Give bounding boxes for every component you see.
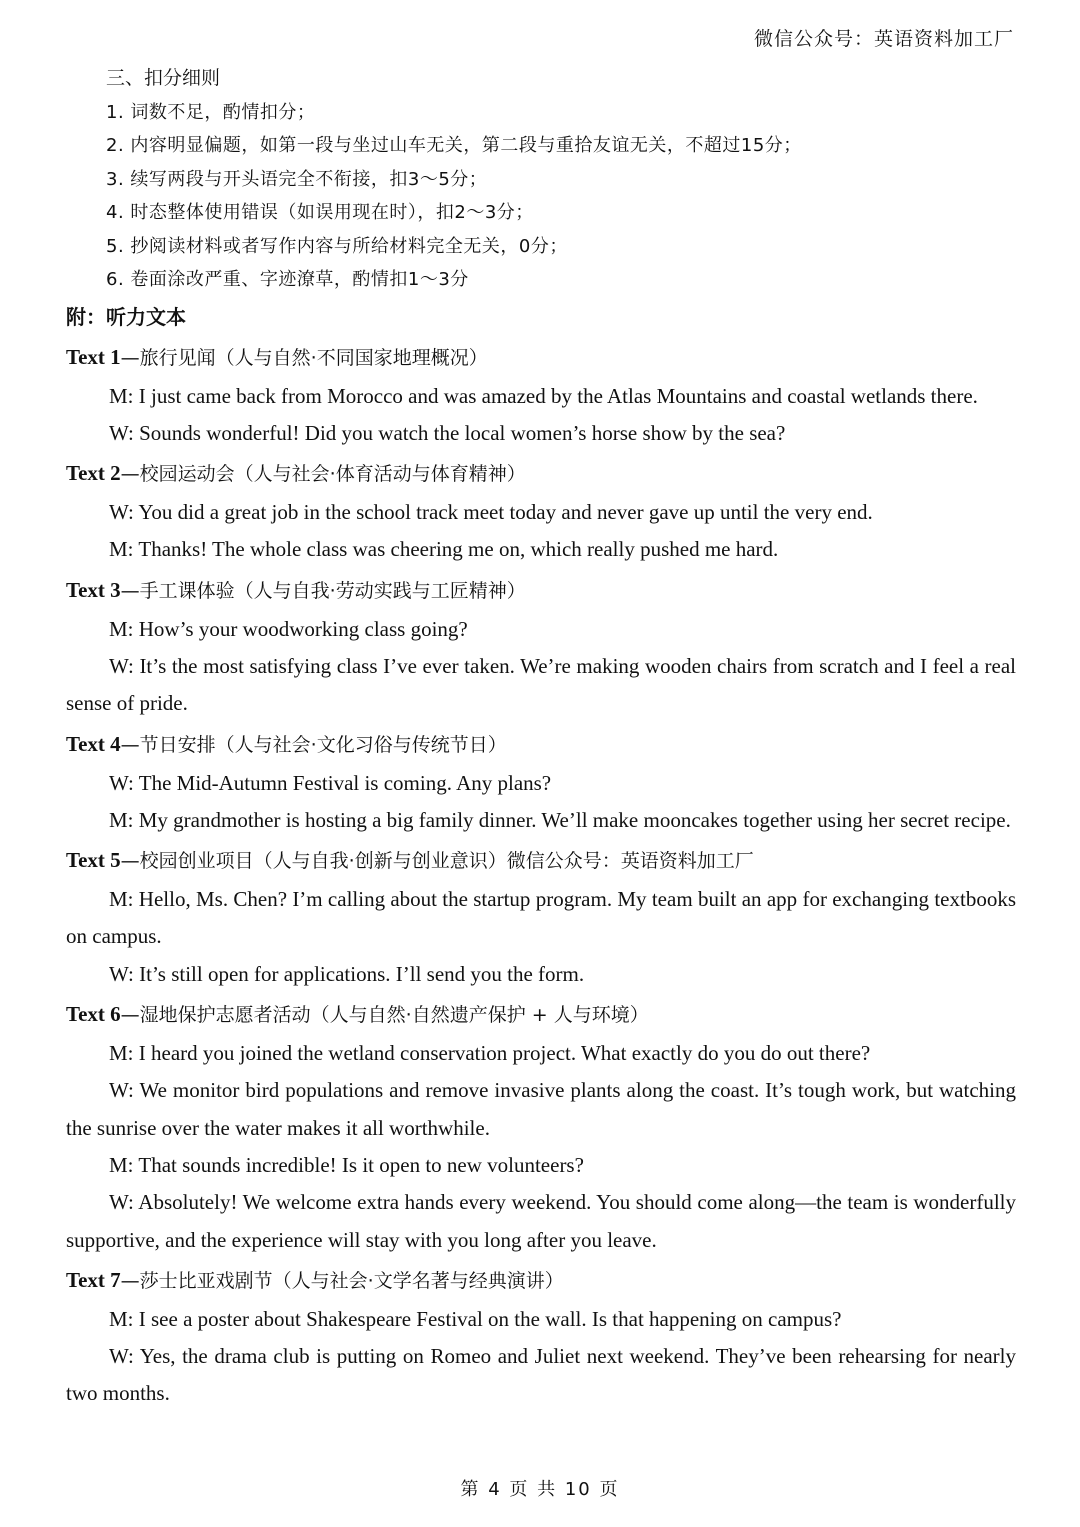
dialogue-line: M: How’s your woodworking class going? (109, 616, 468, 641)
text-title (66, 840, 1016, 881)
dialogue-line: M: Hello, Ms. Chen? I’m calling about the startup program. My team built an app for exchanging textbooks on campus. (66, 887, 1016, 949)
text-number: Text 7 (66, 1267, 121, 1292)
text-topic: —校园运动会（人与社会·体育活动与体育精神） (120, 463, 526, 486)
listening-text-1 (66, 337, 1016, 453)
page-header: 微信公众号：英语资料加工厂 (753, 28, 1014, 50)
text-topic: —湿地保护志愿者活动（人与自然·自然遗产保护 + 人与环境） (120, 1004, 649, 1027)
text-title (66, 337, 1016, 378)
text-number: Text 4 (66, 731, 121, 756)
dialogue-line: M: That sounds incredible! Is it open to new volunteers? (109, 1152, 584, 1177)
listening-text-2 (66, 453, 1016, 569)
dialogue-line: M: My grandmother is hosting a big family dinner. We’ll make mooncakes together using her secret recipe. (109, 807, 1011, 832)
text-title (66, 453, 1016, 494)
dialogue-line: M: I heard you joined the wetland conservation project. What exactly do you do out there? (109, 1041, 871, 1066)
dialogue-line: W: It’s still open for applications. I’ll send you the form. (109, 961, 585, 986)
rule-item: 3. 续写两段与开头语完全不衔接，扣3～5分； (106, 168, 488, 190)
text-title (66, 724, 1016, 765)
document-body (66, 62, 1016, 1413)
rules-heading: 三、扣分细则 (106, 67, 221, 89)
text-number: Text 2 (66, 461, 121, 486)
dialogue-line: W: Yes, the drama club is putting on Romeo and Juliet next weekend. They’ve been rehearsing for nearly two months. (66, 1344, 1016, 1406)
listening-text-7 (66, 1260, 1016, 1413)
dialogue-line: W: Absolutely! We welcome extra hands every weekend. You should come along—the team is wonderfully supportive, and the experience will stay with you long after you leave. (66, 1190, 1016, 1252)
listening-text-5 (66, 840, 1016, 993)
rule-item: 5. 抄阅读材料或者写作内容与所给材料完全无关，0分； (106, 235, 568, 257)
dialogue-line: M: I just came back from Morocco and was amazed by the Atlas Mountains and coastal wetlands there. (109, 383, 978, 408)
text-title (66, 1260, 1016, 1301)
rule-item: 2. 内容明显偏题，如第一段与坐过山车无关，第二段与重拾友谊无关，不超过15分； (106, 135, 802, 156)
dialogue-line: W: It’s the most satisfying class I’ve ever taken. We’re making wooden chairs from scratch and I feel a real sense of pride. (66, 653, 1016, 716)
text-topic: —节日安排（人与社会·文化习俗与传统节日） (120, 733, 507, 756)
dialogue-line: M: Thanks! The whole class was cheering me on, which really pushed me hard. (109, 537, 779, 562)
page-number: 第 4 页 共 10 页 (460, 1479, 620, 1500)
dialogue-line: M: I see a poster about Shakespeare Festival on the wall. Is that happening on campus? (109, 1306, 842, 1331)
dialogue-line: W: The Mid-Autumn Festival is coming. Any plans? (109, 770, 552, 795)
dialogue-line: W: You did a great job in the school track meet today and never gave up until the very end. (109, 500, 873, 525)
dialogue-line: W: We monitor bird populations and remove invasive plants along the coast. It’s tough work, but watching the sunrise over the water makes it all worthwhile. (66, 1078, 1016, 1140)
text-topic: —手工课体验（人与自我·劳动实践与工匠精神） (120, 579, 526, 602)
text-topic: —校园创业项目（人与自我·创新与创业意识）微信公众号：英语资料加工厂 (120, 850, 754, 873)
text-number: Text 1 (66, 344, 121, 369)
text-title (66, 570, 1016, 611)
text-topic: —莎士比亚戏剧节（人与社会·文学名著与经典演讲） (120, 1269, 564, 1292)
listening-text-3 (66, 570, 1016, 723)
text-number: Text 6 (66, 1002, 121, 1027)
text-topic: —旅行见闻（人与自然·不同国家地理概况） (120, 346, 488, 369)
rules-list (66, 96, 1016, 297)
text-number: Text 3 (66, 577, 121, 602)
text-number: Text 5 (66, 848, 121, 873)
appendix-heading: 附：听力文本 (66, 304, 186, 329)
listening-text-4 (66, 724, 1016, 840)
listening-text-6 (66, 994, 1016, 1259)
rule-item: 4. 时态整体使用错误（如误用现在时），扣2～3分； (106, 202, 534, 223)
rule-item: 1. 词数不足，酌情扣分； (106, 101, 316, 123)
rule-item: 6. 卷面涂改严重、字迹潦草，酌情扣1～3分 (106, 269, 469, 290)
dialogue-line: W: Sounds wonderful! Did you watch the local women’s horse show by the sea? (109, 420, 786, 445)
text-title (66, 994, 1016, 1035)
